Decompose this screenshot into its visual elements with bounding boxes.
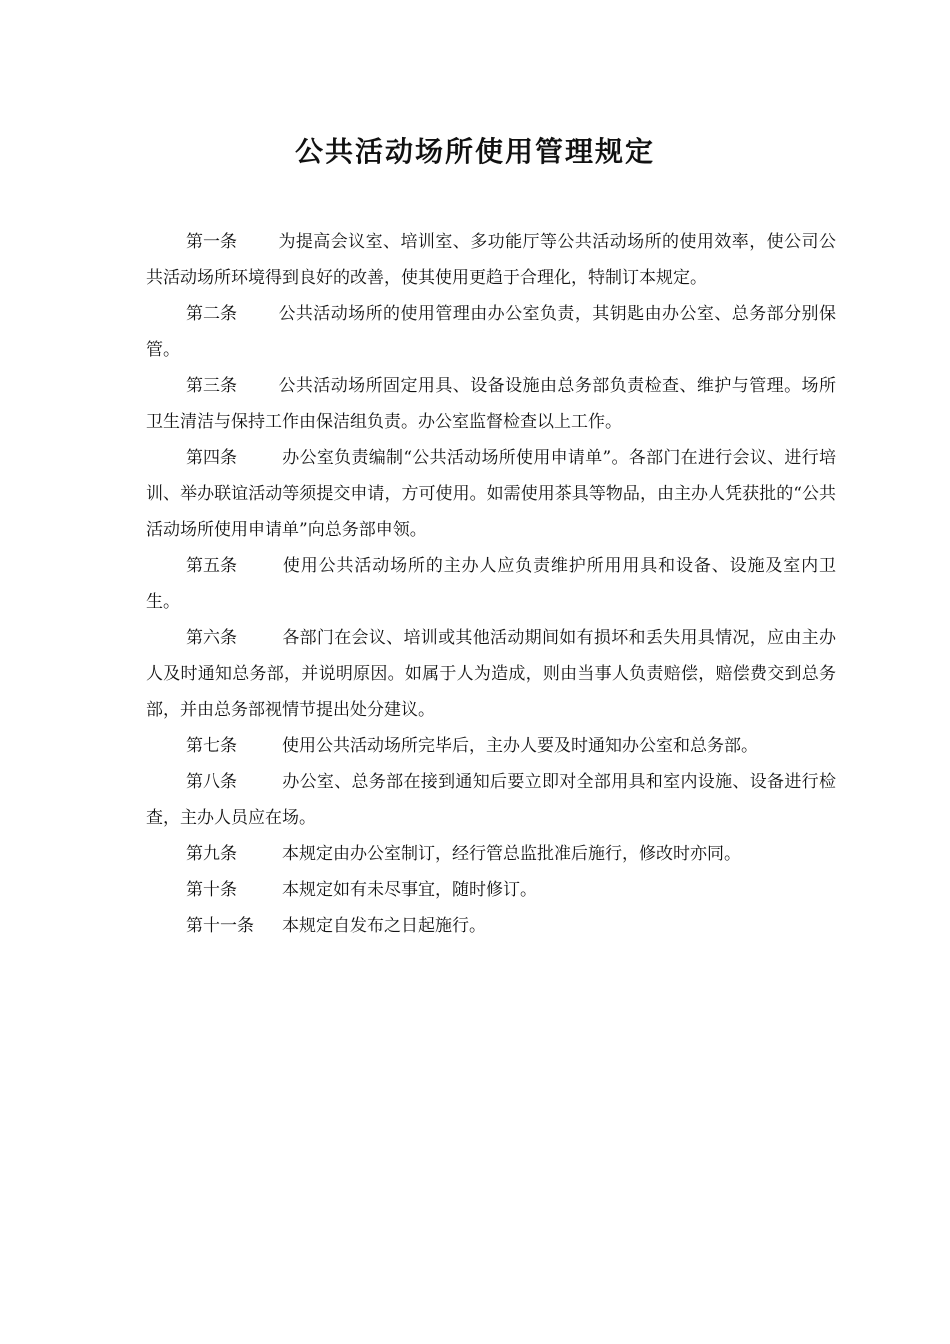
article-1 — [146, 224, 836, 296]
article-number: 第五条 — [186, 556, 237, 576]
article-number: 第八条 — [186, 772, 237, 792]
article-text: 各部门在会议、培训或其他活动期间如有损坏和丢失用具情况，应由主办人及时通知总务部，并说明原因。如属于人为造成，则由当事人负责赔偿，赔偿费交到总务部，并由总务部视情节提出处分建议。 — [146, 628, 836, 720]
article-9 — [146, 836, 836, 872]
article-7 — [146, 728, 836, 764]
document-title: 公共活动场所使用管理规定 — [294, 135, 655, 168]
article-text: 使用公共活动场所完毕后，主办人要及时通知办公室和总务部。 — [282, 736, 758, 756]
article-text: 本规定如有未尽事宜，随时修订。 — [282, 880, 537, 900]
article-number: 第二条 — [186, 304, 237, 324]
article-number: 第一条 — [186, 232, 237, 252]
article-text: 本规定自发布之日起施行。 — [282, 916, 486, 936]
article-number: 第十条 — [186, 880, 237, 900]
article-5 — [146, 548, 836, 620]
article-2 — [146, 296, 836, 368]
article-number: 第十一条 — [186, 916, 254, 936]
article-number: 第九条 — [186, 844, 237, 864]
article-4 — [146, 440, 836, 548]
article-text: 办公室、总务部在接到通知后要立即对全部用具和室内设施、设备进行检查，主办人员应在场。 — [146, 772, 836, 828]
article-text: 为提高会议室、培训室、多功能厅等公共活动场所的使用效率，使公司公共活动场所环境得到良好的改善，使其使用更趋于合理化，特制订本规定。 — [146, 232, 836, 288]
document-body — [146, 224, 836, 944]
article-10 — [146, 872, 836, 908]
article-number: 第七条 — [186, 736, 237, 756]
article-text: 公共活动场所固定用具、设备设施由总务部负责检查、维护与管理。场所卫生清洁与保持工作由保洁组负责。办公室监督检查以上工作。 — [146, 376, 836, 432]
article-number: 第四条 — [186, 448, 237, 468]
article-number: 第三条 — [186, 376, 237, 396]
article-11 — [146, 908, 836, 944]
article-text: 使用公共活动场所的主办人应负责维护所用用具和设备、设施及室内卫生。 — [146, 556, 836, 612]
article-number: 第六条 — [186, 628, 237, 648]
article-text: 公共活动场所的使用管理由办公室负责，其钥匙由办公室、总务部分别保管。 — [146, 304, 836, 360]
article-6 — [146, 620, 836, 728]
article-text: 办公室负责编制“公共活动场所使用申请单”。各部门在进行会议、进行培训、举办联谊活动等须提交申请，方可使用。如需使用茶具等物品，由主办人凭获批的“公共活动场所使用申请单”向总务部申领。 — [146, 448, 836, 540]
article-8 — [146, 764, 836, 836]
article-3 — [146, 368, 836, 440]
article-text: 本规定由办公室制订，经行管总监批准后施行，修改时亦同。 — [282, 844, 741, 864]
